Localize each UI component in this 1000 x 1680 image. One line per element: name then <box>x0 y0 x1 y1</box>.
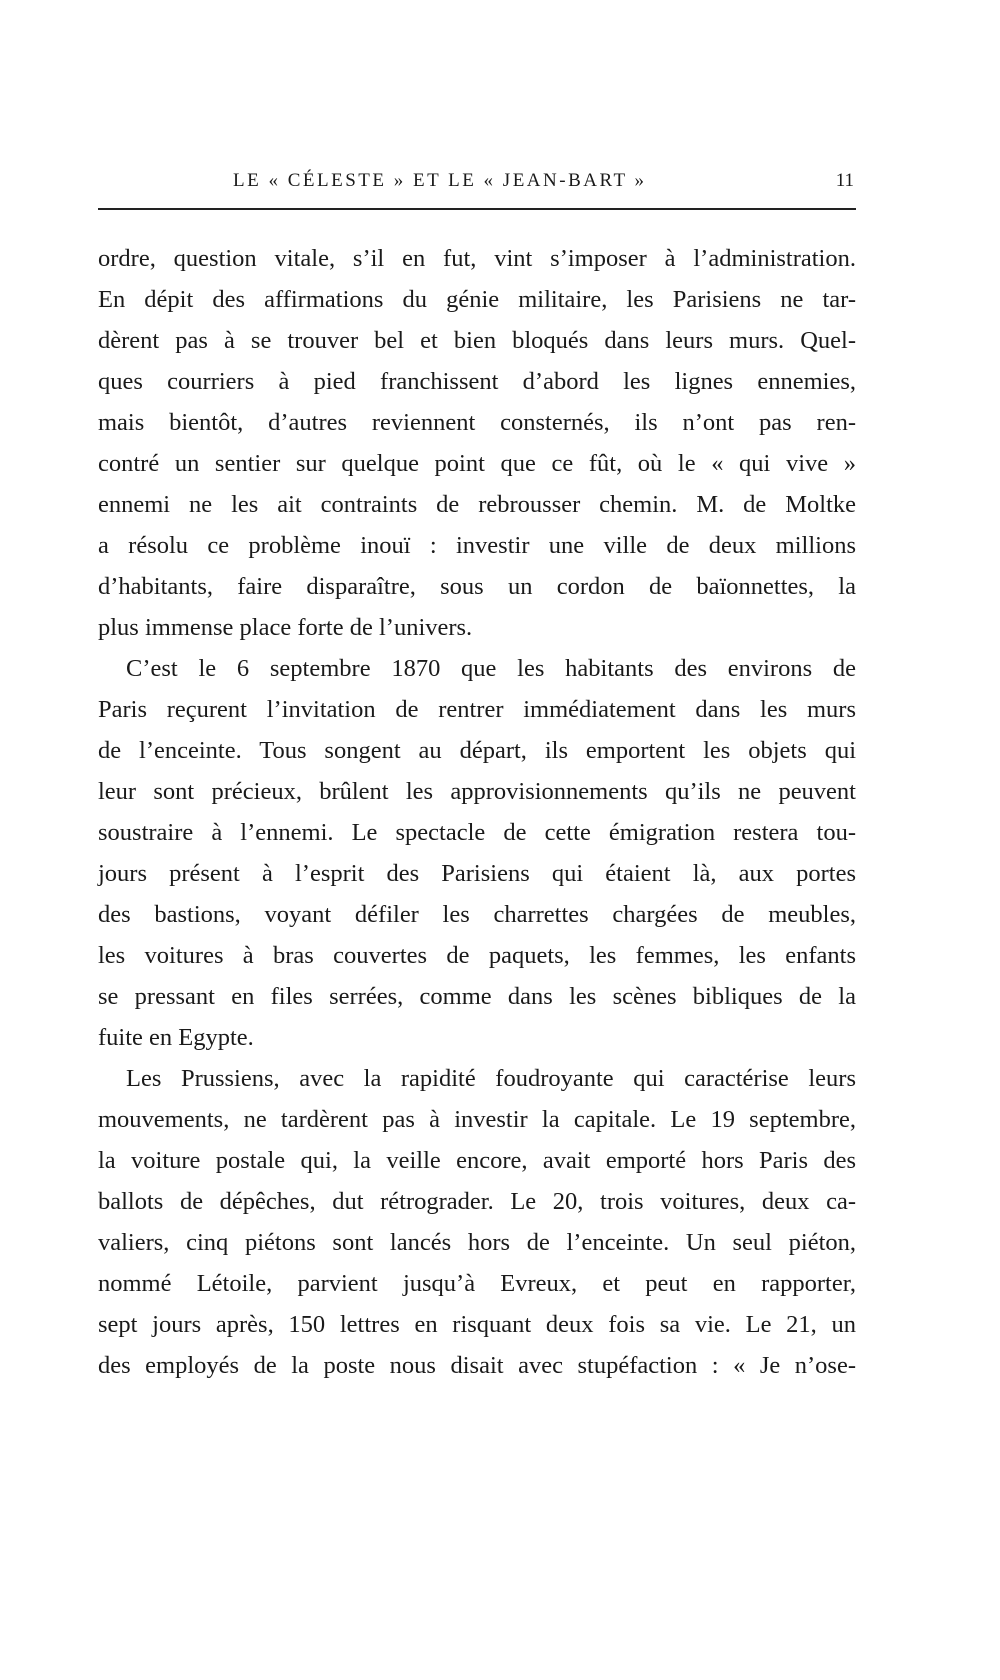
header-rule <box>98 208 856 210</box>
text-line: valiers, cinq piétons sont lancés hors de l’enceinte. Un seul piéton, <box>98 1229 856 1256</box>
text-line: sept jours après, 150 lettres en risquant deux fois sa vie. Le 21, un <box>98 1311 856 1338</box>
text-line: En dépit des affirmations du génie militaire, les Parisiens ne tar- <box>98 286 856 313</box>
text-line: plus immense place forte de l’univers. <box>98 614 473 641</box>
text-line: jours présent à l’esprit des Parisiens qui étaient là, aux portes <box>98 860 856 887</box>
running-head <box>98 170 856 200</box>
text-line: des employés de la poste nous disait avec stupéfaction : « Je n’ose- <box>98 1352 856 1379</box>
text-line: ballots de dépêches, dut rétrograder. Le 20, trois voitures, deux ca- <box>98 1188 856 1215</box>
text-line: leur sont précieux, brûlent les approvisionnements qu’ils ne peuvent <box>98 778 856 805</box>
body-text <box>98 238 856 1386</box>
text-line: C’est le 6 septembre 1870 que les habitants des environs de <box>126 655 856 682</box>
text-line: la voiture postale qui, la veille encore, avait emporté hors Paris des <box>98 1147 856 1174</box>
text-line: se pressant en files serrées, comme dans les scènes bibliques de la <box>98 983 856 1010</box>
text-line: ordre, question vitale, s’il en fut, vint s’imposer à l’administration. <box>98 245 856 272</box>
running-title: LE « CÉLESTE » ET LE « JEAN-BART » <box>233 170 647 191</box>
text-line: soustraire à l’ennemi. Le spectacle de cette émigration restera tou- <box>98 819 856 846</box>
text-line: les voitures à bras couvertes de paquets, les femmes, les enfants <box>98 942 856 969</box>
text-line: a résolu ce problème inouï : investir une ville de deux millions <box>98 532 856 559</box>
text-line: ques courriers à pied franchissent d’abord les lignes ennemies, <box>98 368 856 395</box>
text-line: des bastions, voyant défiler les charrettes chargées de meubles, <box>98 901 856 928</box>
text-line: mouvements, ne tardèrent pas à investir la capitale. Le 19 septembre, <box>98 1106 856 1133</box>
text-line: d’habitants, faire disparaître, sous un cordon de baïonnettes, la <box>98 573 856 600</box>
text-line: contré un sentier sur quelque point que ce fût, où le « qui vive » <box>98 450 856 477</box>
text-line: Paris reçurent l’invitation de rentrer immédiatement dans les murs <box>98 696 856 723</box>
text-line: de l’enceinte. Tous songent au départ, ils emportent les objets qui <box>98 737 856 764</box>
paragraph-2 <box>98 648 856 1058</box>
paragraph-1 <box>98 238 856 648</box>
text-line: mais bientôt, d’autres reviennent consternés, ils n’ont pas ren- <box>98 409 856 436</box>
text-line: Les Prussiens, avec la rapidité foudroyante qui caractérise leurs <box>126 1065 856 1092</box>
page-number: 11 <box>835 170 854 191</box>
text-line: nommé Létoile, parvient jusqu’à Evreux, et peut en rapporter, <box>98 1270 856 1297</box>
paragraph-3 <box>98 1058 856 1386</box>
text-line: dèrent pas à se trouver bel et bien bloqués dans leurs murs. Quel- <box>98 327 856 354</box>
text-line: fuite en Egypte. <box>98 1024 254 1051</box>
text-line: ennemi ne les ait contraints de rebrousser chemin. M. de Moltke <box>98 491 856 518</box>
